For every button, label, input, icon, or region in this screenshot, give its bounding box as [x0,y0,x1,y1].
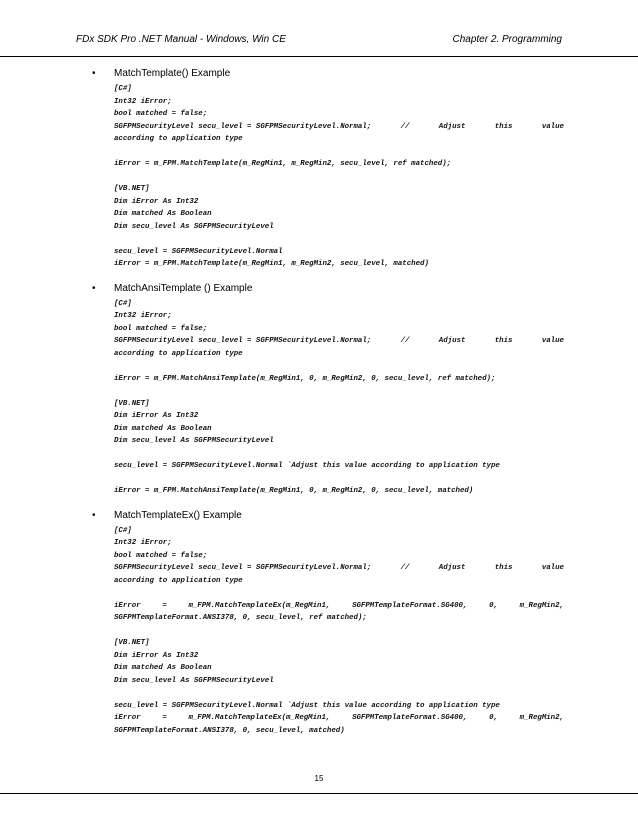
code-line: bool matched = false; [114,324,208,333]
code-line: according to application type [114,576,243,585]
code-line: SGFPMTemplateFormat.ANSI378, 0, secu_level, matched) [114,726,345,735]
code-line: Int32 iError; [114,312,172,320]
section-heading [92,510,564,525]
section-heading [92,68,564,83]
code-language-tag: [C#] [114,526,132,535]
section-title: MatchAnsiTemplate () Example [114,282,253,294]
code-token: SGFPMTemplateFormat.SG400, [352,714,468,722]
code-language-tag: [VB.NET] [114,185,150,193]
code-line [114,600,564,613]
code-language-tag: [C#] [114,299,132,308]
code-block [114,83,564,271]
code-token: this [494,122,513,131]
code-line: Dim iError As Int32 [114,412,199,420]
code-line: Int32 iError; [114,539,172,547]
code-token: m_FPM.MatchTemplateEx(m_RegMin1, [188,714,331,722]
footer-rule [0,793,638,794]
code-language-tag: [C#] [114,85,132,93]
code-token: iError [114,601,141,610]
code-line: bool matched = false; [114,551,208,560]
code-line: secu_level = SGFPMSecurityLevel.Normal `Adjust this value according to application type [114,701,500,710]
code-token: Adjust [438,122,466,131]
code-line: Dim matched As Boolean [114,210,212,218]
page-number: 15 [314,774,324,783]
code-token: m_RegMin2, [519,601,564,610]
code-token: 0, [489,714,498,722]
section-match-template [92,68,564,271]
code-line: according to application type [114,135,243,143]
section-heading [92,283,564,298]
code-line: bool matched = false; [114,110,208,118]
bullet-icon: • [92,282,96,294]
code-blank-line [114,473,564,486]
code-token: = [162,714,167,722]
code-blank-line [114,360,564,373]
code-block [114,525,564,738]
code-blank-line [114,625,564,638]
code-line: iError = m_FPM.MatchAnsiTemplate(m_RegMin1, 0, m_RegMin2, 0, secu_level, ref matched); [114,374,496,383]
code-token: this [494,564,513,572]
code-token: iError [114,714,141,722]
code-line: Dim secu_level As SGFPMSecurityLevel [114,676,274,685]
code-token: m_RegMin2, [519,714,564,722]
code-token: SGFPMSecurityLevel secu_level = SGFPMSecurityLevel.Normal; [114,337,372,345]
code-language-tag: [VB.NET] [114,399,150,408]
code-line [114,335,564,348]
header-rule [0,56,638,57]
code-line [114,562,564,575]
code-blank-line [114,448,564,461]
code-language-tag: [VB.NET] [114,639,150,647]
code-token: SGFPMSecurityLevel secu_level = SGFPMSecurityLevel.Normal; [114,564,372,572]
code-block [114,298,564,498]
code-line: Dim matched As Boolean [114,424,212,433]
code-token: // [400,564,410,572]
page-content [92,68,564,749]
code-blank-line [114,171,564,184]
code-token: Adjust [438,564,466,572]
code-blank-line [114,233,564,246]
code-line [114,712,564,725]
code-token: SGFPMTemplateFormat.SG400, [352,601,468,610]
bullet-icon: • [92,68,96,79]
page-header [76,34,562,50]
code-line: Dim secu_level As SGFPMSecurityLevel [114,222,274,231]
code-token: = [162,601,167,610]
code-token: 0, [489,601,498,610]
code-token: // [400,122,410,131]
bullet-icon: • [92,509,96,521]
section-match-ansi-template [92,283,564,498]
code-token: SGFPMSecurityLevel secu_level = SGFPMSecurityLevel.Normal; [114,122,372,131]
code-line: Dim iError As Int32 [114,197,199,206]
code-token: Adjust [438,337,466,345]
code-line: according to application type [114,349,243,358]
code-line: iError = m_FPM.MatchTemplate(m_RegMin1, m_RegMin2, secu_level, ref matched); [114,160,452,168]
code-token: value [541,564,564,572]
code-line: Dim matched As Boolean [114,664,212,672]
code-line: Dim iError As Int32 [114,651,199,660]
code-token: // [400,337,410,345]
code-token: this [494,337,513,345]
header-chapter-title: Chapter 2. Programming [452,34,562,45]
code-blank-line [114,146,564,159]
section-title: MatchTemplate() Example [114,68,231,79]
section-title: MatchTemplateEx() Example [114,509,242,521]
code-line: iError = m_FPM.MatchTemplate(m_RegMin1, m_RegMin2, secu_level, matched) [114,260,429,268]
code-token: m_FPM.MatchTemplateEx(m_RegMin1, [188,601,331,610]
code-line: SGFPMTemplateFormat.ANSI378, 0, secu_level, ref matched); [114,614,367,622]
code-line: secu_level = SGFPMSecurityLevel.Normal [114,247,283,256]
code-line: iError = m_FPM.MatchAnsiTemplate(m_RegMin1, 0, m_RegMin2, 0, secu_level, matched) [114,487,474,495]
code-blank-line [114,587,564,600]
code-line: Dim secu_level As SGFPMSecurityLevel [114,437,274,445]
code-token: value [541,337,564,345]
code-line: Int32 iError; [114,97,172,106]
code-blank-line [114,687,564,700]
code-line: secu_level = SGFPMSecurityLevel.Normal `Adjust this value according to application type [114,462,500,470]
code-blank-line [114,385,564,398]
header-manual-title: FDx SDK Pro .NET Manual - Windows, Win CE [76,34,286,45]
section-match-template-ex [92,510,564,738]
code-line [114,121,564,134]
code-token: value [541,122,564,131]
